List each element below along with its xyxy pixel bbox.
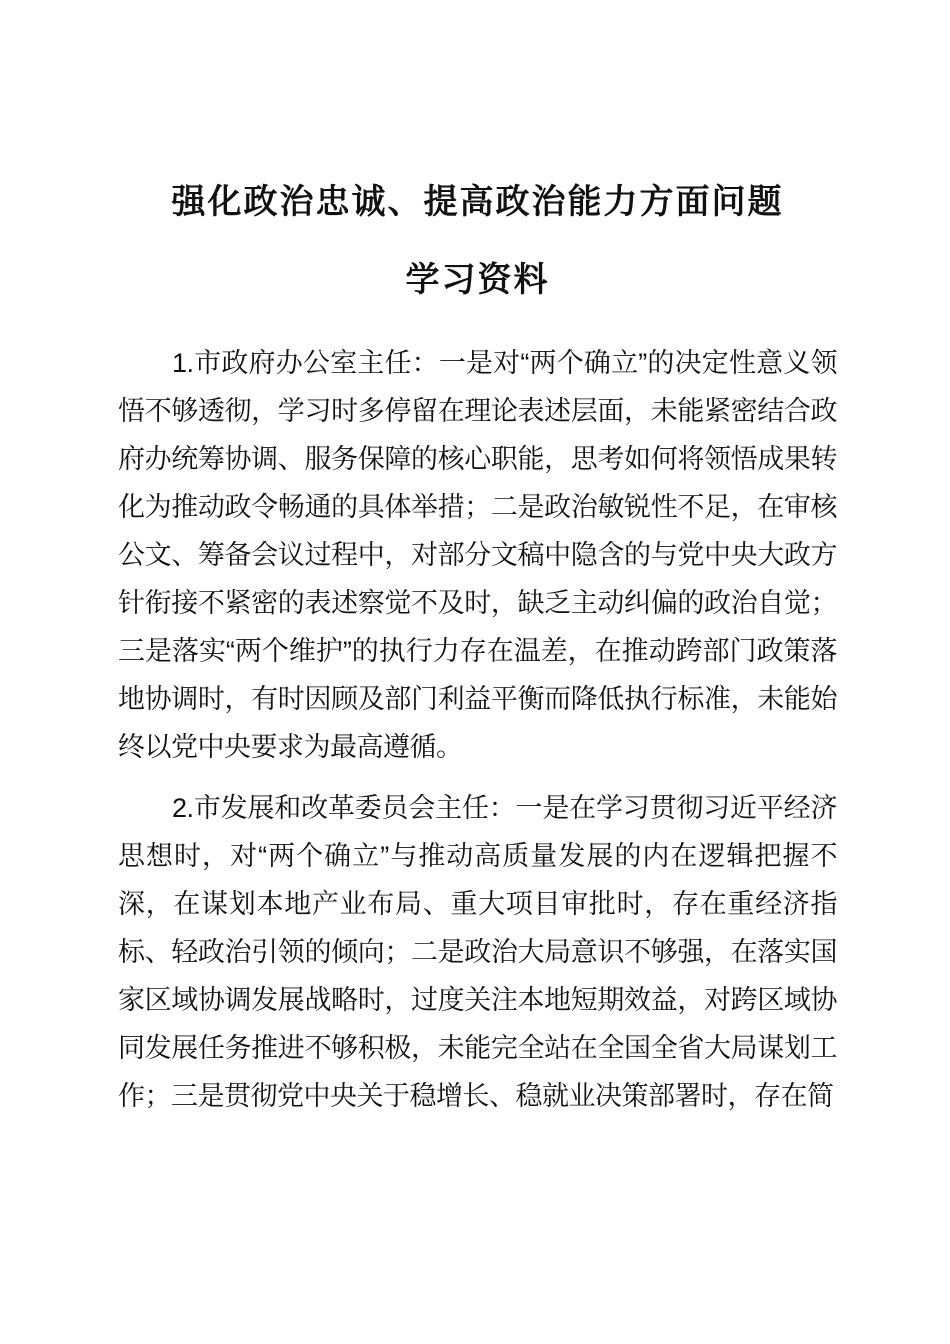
document-title-line-2: 学习资料	[405, 261, 550, 299]
document-title	[118, 163, 837, 319]
paragraph-1: 1.市政府办公室主任：一是对“两个确立”的决定性意义领悟不够透彻，学习时多停留在理论表述层面，未能紧密结合政府办统筹协调、服务保障的核心职能，思考如何将领悟成果转化为推动政令畅通的具体举措；二是政治敏锐性不足，在审核公文、筹备会议过程中，对部分文稿中隐含的与党中央大政方针衔接不紧密的表述察觉不及时，缺乏主动纠偏的政治自觉；三是落实“两个维护”的执行力存在温差，在推动跨部门政策落地协调时，有时因顾及部门利益平衡而降低执行标准，未能始终以党中央要求为最高遵循。	[118, 348, 837, 762]
paragraph-2: 2.市发展和改革委员会主任：一是在学习贯彻习近平经济思想时，对“两个确立”与推动高质量发展的内在逻辑把握不深，在谋划本地产业布局、重大项目审批时，存在重经济指标、轻政治引领的倾向；二是政治大局意识不够强，在落实国家区域协调发展战略时，过度关注本地短期效益，对跨区域协同发展任务推进不够积极，未能完全站在全国全省大局谋划工作；三是贯彻党中央关于稳增长、稳就业决策部署时，存在简	[118, 793, 837, 1111]
document-title-line-1: 强化政治忠诚、提高政治能力方面问题	[171, 183, 784, 221]
